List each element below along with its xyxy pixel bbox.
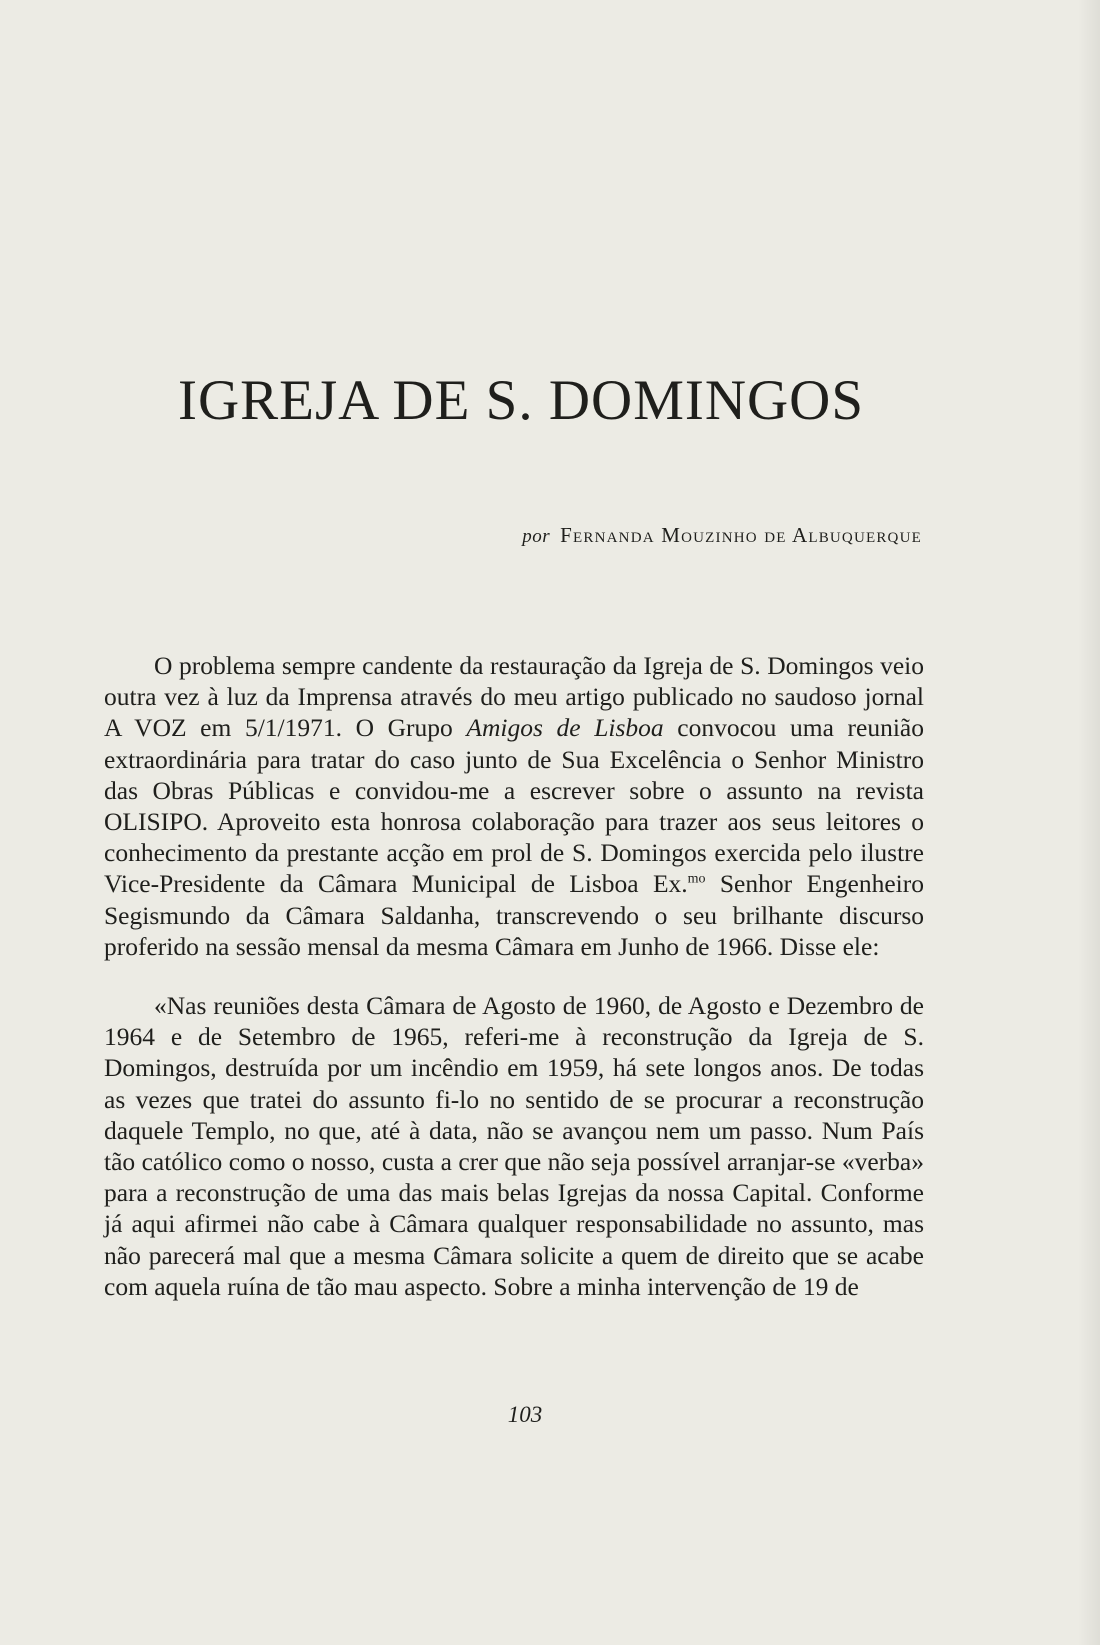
group-name-italic: Amigos de Lisboa xyxy=(466,713,664,743)
paragraph-2: «Nas reuniões desta Câmara de Agosto de 1960, de Agosto e Dezembro de 1964 e de Setembro de 1965, referi-me à reconstrução da Igreja de S. Domingos, destruída por um incêndio em 1959, há sete longos anos. De todas as vezes que tratei do assunto fi-lo no sentido de se procurar a reconstrução daquele Templo, no que, até à data, não se avançou nem um passo. Num País tão católico como o nosso, custa a crer que não seja possível arranjar-se «verba» para a reconstrução de uma das mais belas Igrejas da nossa Capital. Conforme já aqui afirmei não cabe à Câmara qualquer responsabilidade no assunto, mas não parecerá mal que a mesma Câmara solicite a quem de direito que se acabe com aquela ruína de tão mau aspecto. Sobre a minha intervenção de 19 de xyxy=(104,991,924,1301)
author-name: Fernanda Mouzinho de Albuquerque xyxy=(560,523,922,547)
byline-prefix: por xyxy=(522,526,551,547)
byline xyxy=(522,523,922,548)
paragraph-1-text-b: convocou uma reunião extraordinária para tratar do caso junto de Sua Excelência o Senhor Ministro das Obras Públicas e convidou-me a escrever sobre o assunto na revista OLISIPO. Aproveito esta honrosa colaboração para trazer aos seus leitores o conhecimento da prestante acção em prol de S. Domingos exercida pelo ilustre Vice-Presidente da Câmara Municipal de Lisboa Ex. xyxy=(104,713,924,899)
paragraph-1-text-a: O problema sempre candente da restauração da Igreja de S. Domingos veio outra vez à luz da Imprensa através do meu artigo publicado no saudoso jornal A VOZ em 5/1/1971. O Grupo xyxy=(104,651,924,743)
superscript-mo: mo xyxy=(687,871,706,887)
paragraph-1-text-c: Senhor Engenheiro Segismundo da Câmara Saldanha, transcrevendo o seu brilhante discurso proferido na sessão mensal da mesma Câmara em Junho de 1966. Disse ele: xyxy=(104,869,924,961)
article-title: IGREJA DE S. DOMINGOS xyxy=(178,369,865,432)
paragraph-1 xyxy=(104,650,924,962)
article-body xyxy=(104,650,924,1302)
page-number: 103 xyxy=(507,1402,543,1427)
